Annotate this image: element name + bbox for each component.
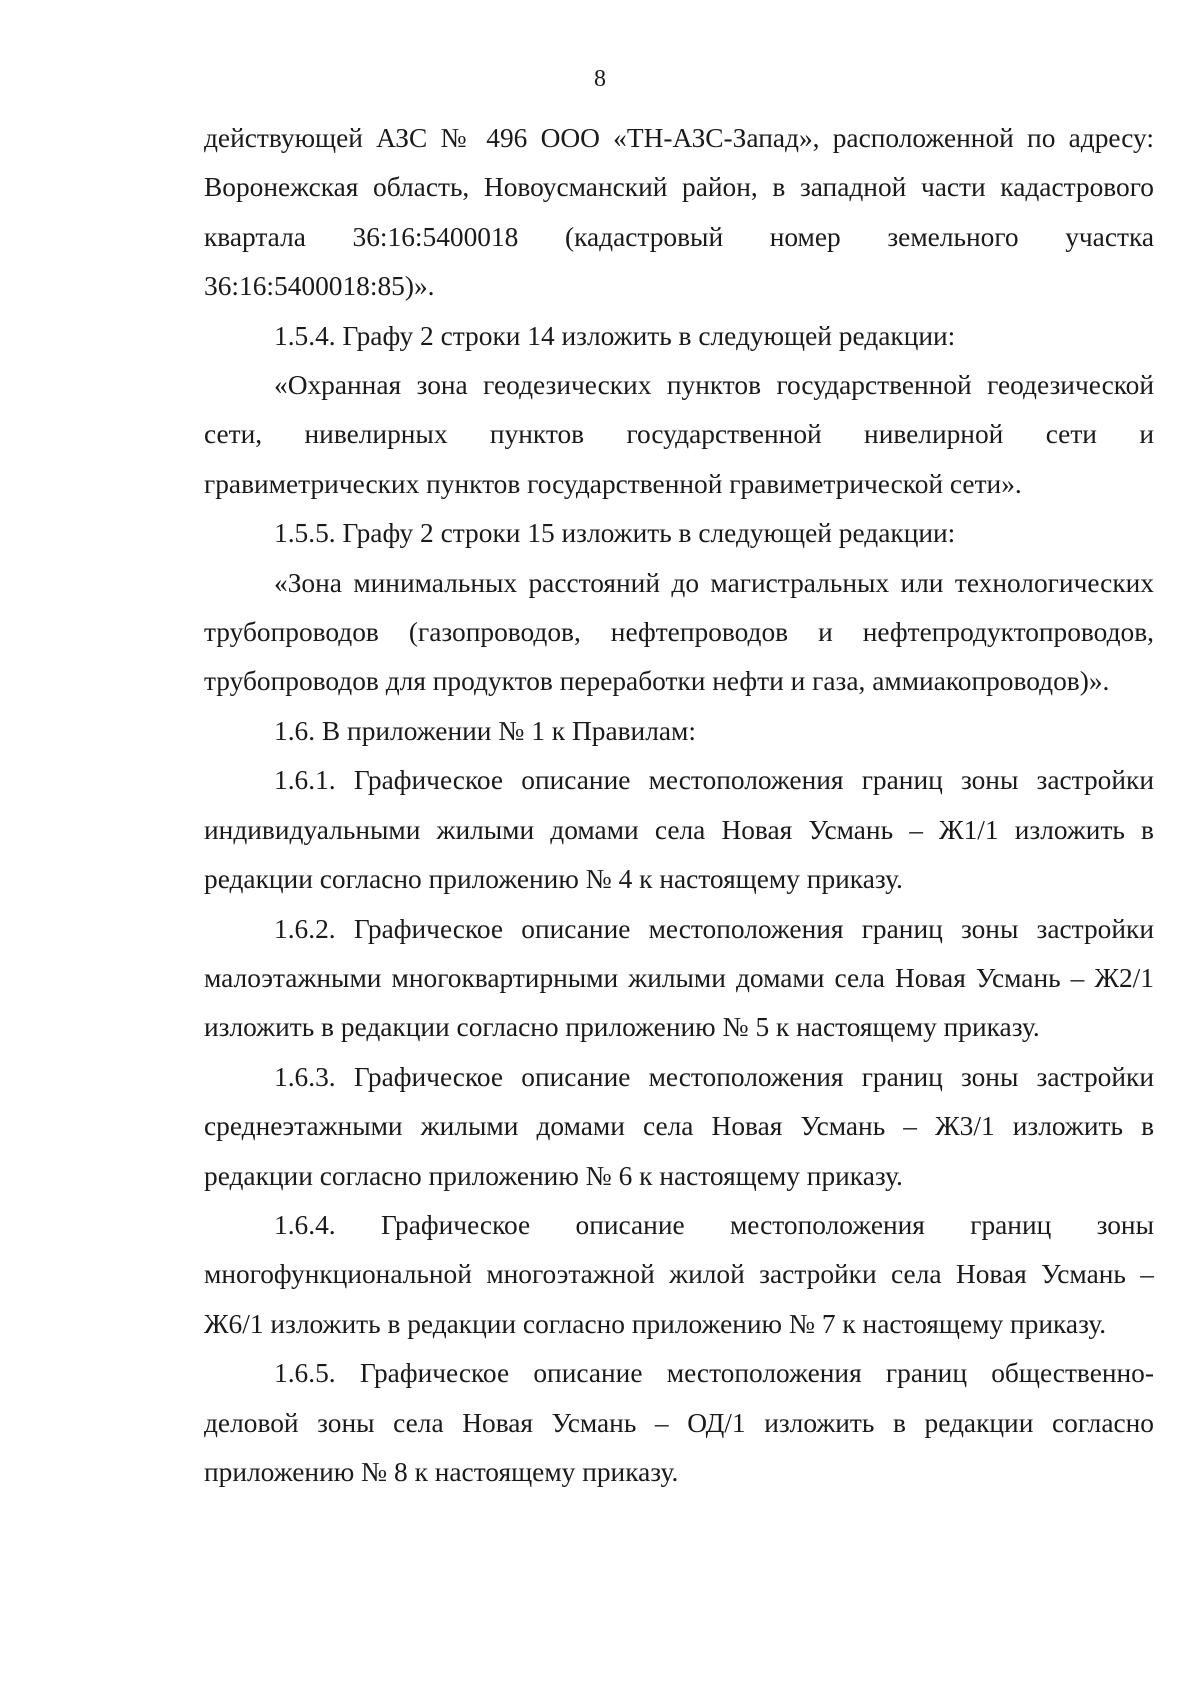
paragraph-1-6-2: 1.6.2. Графическое описание местоположения границ зоны застройки малоэтажными многоквартирными жилыми домами села Новая Усмань – Ж2/1 изложить в редакции согласно приложению № 5 к настоящему приказу.: [204, 913, 1154, 1043]
paragraph-1-5-4: 1.5.4. Графу 2 строки 14 изложить в следующей редакции:: [274, 320, 956, 351]
page-number: 8: [594, 66, 606, 92]
paragraph-1-6-3: 1.6.3. Графическое описание местоположения границ зоны застройки среднеэтажными жилыми домами села Новая Усмань – Ж3/1 изложить в редакции согласно приложению № 6 к настоящему приказу.: [204, 1061, 1154, 1191]
paragraph-1-5-5: 1.5.5. Графу 2 строки 15 изложить в следующей редакции:: [274, 518, 956, 549]
document-body: [204, 114, 1154, 1497]
paragraph-1-6-4: 1.6.4. Графическое описание местоположения границ зоны многофункциональной многоэтажной жилой застройки села Новая Усмань – Ж6/1 изложить в редакции согласно приложению № 7 к настоящему приказу.: [204, 1209, 1154, 1339]
paragraph-1-6: 1.6. В приложении № 1 к Правилам:: [274, 715, 696, 746]
paragraph-1-5-5-text: «Зона минимальных расстояний до магистральных или технологических трубопроводов (газопроводов, нефтепроводов и нефтепродуктопроводов, трубопроводов для продуктов переработки нефти и газа, аммиакопроводов)».: [204, 567, 1154, 697]
paragraph-1-6-1: 1.6.1. Графическое описание местоположения границ зоны застройки индивидуальными жилыми домами села Новая Усмань – Ж1/1 изложить в редакции согласно приложению № 4 к настоящему приказу.: [204, 765, 1154, 895]
paragraph-1-5-4-text: «Охранная зона геодезических пунктов государственной геодезической сети, нивелирных пунктов государственной нивелирной сети и гравиметрических пунктов государственной гравиметрической сети».: [204, 370, 1154, 499]
paragraph-continuation: действующей АЗС № 496 ООО «ТН-АЗС-Запад», расположенной по адресу: Воронежская область, Новоусманский район, в западной части кадастрового квартала 36:16:5400018 (кадастровый номер земельного участка 36:16:5400018:85)».: [204, 123, 1154, 302]
paragraph-1-6-5: 1.6.5. Графическое описание местоположения границ общественно-деловой зоны села Новая Усмань – ОД/1 изложить в редакции согласно приложению № 8 к настоящему приказу.: [204, 1358, 1154, 1487]
